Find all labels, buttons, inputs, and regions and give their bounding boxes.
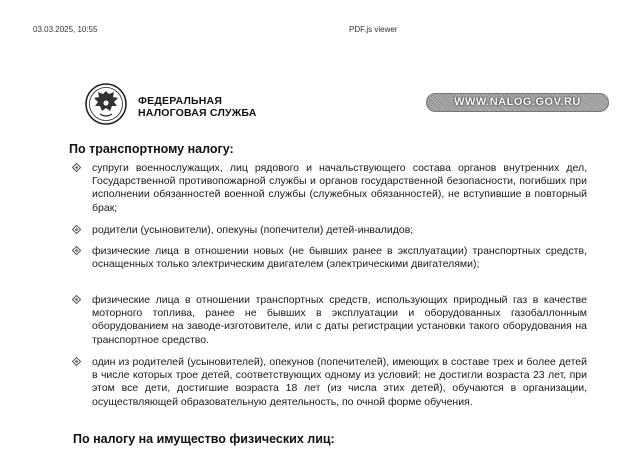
list-item-text: физические лица в отношении транспортных средств, использующих природный газ в качестве моторного топлива, ранее не бывших в эксплуатации и оборудованных газобаллонным оборудованием на заводе-изготовителе, или с даты регистрации установки такого оборудования на транспортное средство.	[92, 294, 587, 346]
diamond-bullet-icon	[72, 357, 81, 366]
logo-line-1: ФЕДЕРАЛЬНАЯ	[138, 95, 223, 107]
double-headed-eagle-icon	[84, 82, 128, 126]
diamond-bullet-icon	[72, 225, 81, 234]
fns-logo-text	[138, 95, 257, 119]
browser-print-header	[0, 0, 640, 34]
list-item-text: супруги военнослужащих, лиц рядового и начальствующего состава органов внутренних дел, Государственной противопожарной службы и органов государственной безопасности, погибших при исполнении обязанностей военной службы (служебных обязанностей), не вступившие в повторный брак;	[92, 162, 587, 214]
viewer-title: PDF.js viewer	[349, 25, 398, 34]
transport-section-title: По транспортному налогу:	[69, 142, 234, 156]
diamond-bullet-icon	[72, 246, 81, 255]
list-item-text: один из родителей (усыновителей), опекунов (попечителей), имеющих в составе трех и более детей в числе которых трое детей, соответствующих одному из условий: не достигли возраста 23 лет, при этом все дети, достигшие возраста 18 лет (из числа этих детей), обучаются в организации, осуществляющей образовательную деятельность, по очной форме обучения.	[92, 356, 587, 408]
list-item-text: родители (усыновители), опекуны (попечители) детей-инвалидов;	[92, 224, 414, 236]
diamond-bullet-icon	[72, 295, 81, 304]
logo-line-2: НАЛОГОВАЯ СЛУЖБА	[138, 107, 257, 119]
site-url: WWW.NALOG.GOV.RU	[454, 96, 581, 108]
property-section-title: По налогу на имущество физических лиц:	[73, 432, 335, 446]
diamond-bullet-icon	[72, 163, 81, 172]
print-datetime: 03.03.2025, 10:55	[33, 25, 98, 34]
list-item-text: физические лица в отношении новых (не бывших ранее в эксплуатации) транспортных средств, оснащенных только электрическим двигателем (электрическими двигателями);	[92, 245, 587, 271]
site-url-badge	[426, 93, 609, 112]
